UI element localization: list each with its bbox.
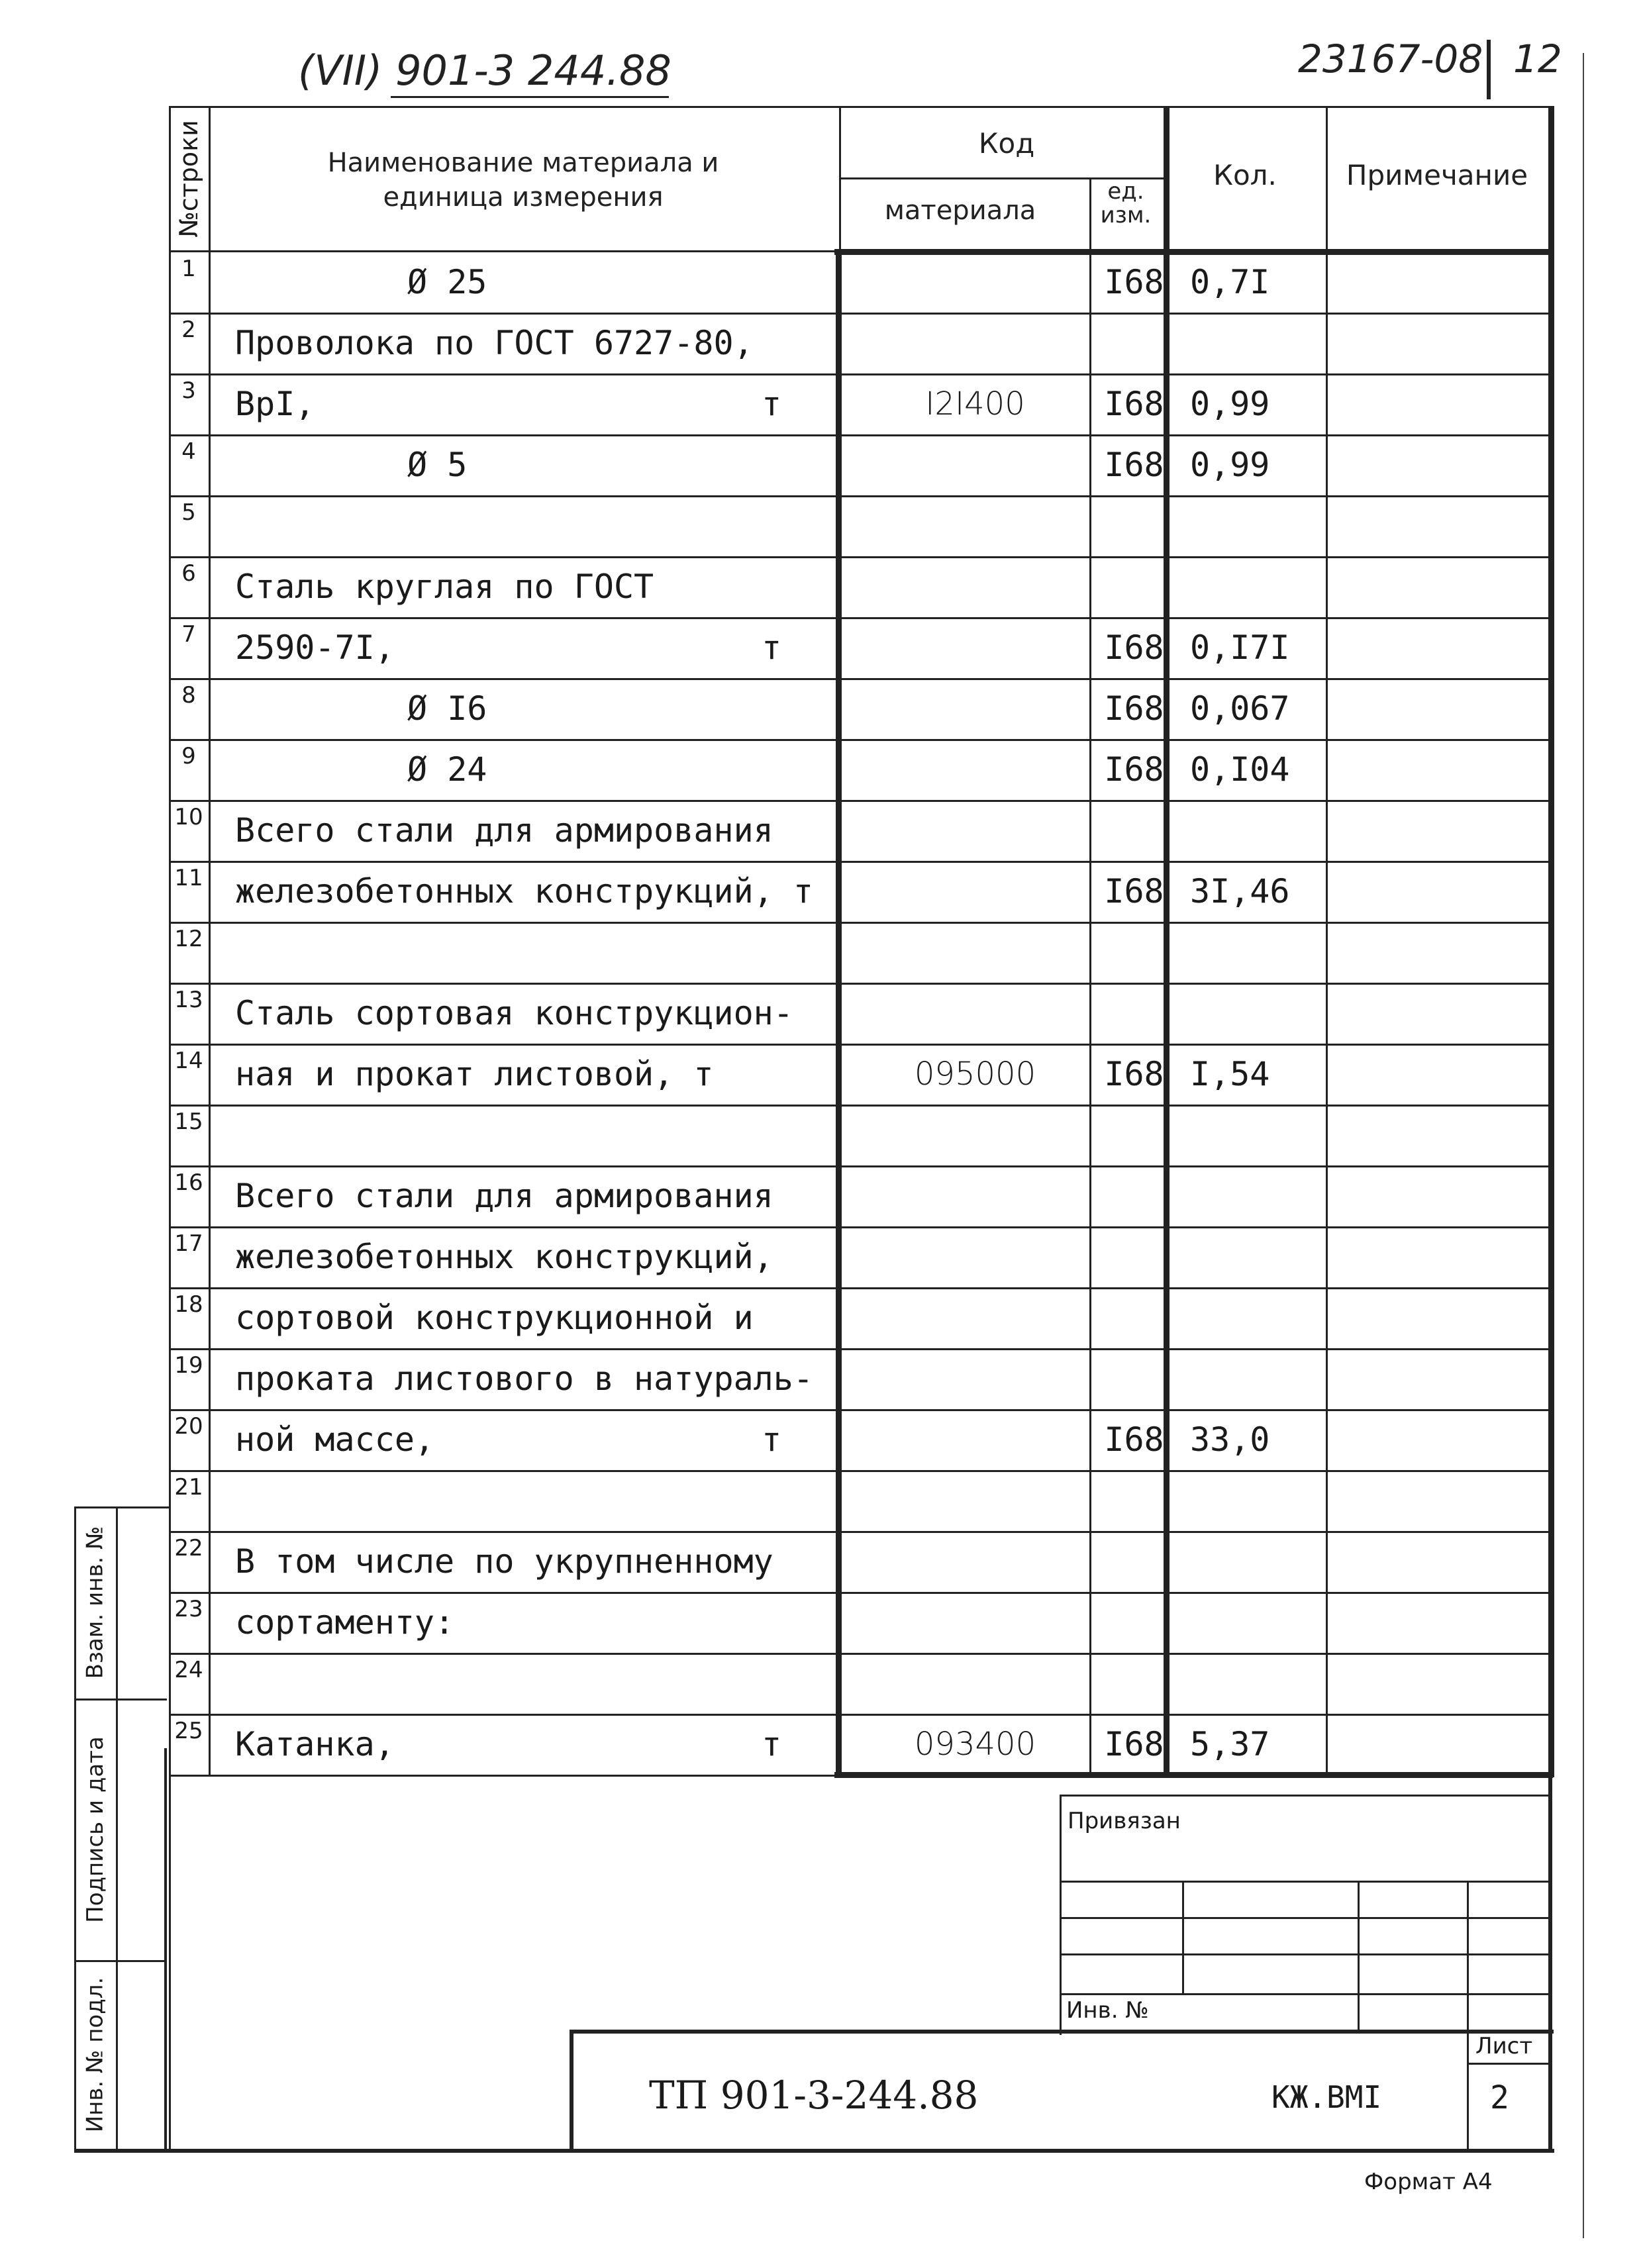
quantity xyxy=(1182,1226,1342,1287)
quantity: 0,99 xyxy=(1190,385,1270,423)
note xyxy=(1338,313,1550,373)
grid-line xyxy=(169,556,1553,558)
quantity xyxy=(1182,1470,1342,1531)
stamp-sheet-line xyxy=(1467,2063,1550,2065)
material-name: сортаменту: xyxy=(235,1603,455,1642)
note xyxy=(1338,1165,1550,1226)
unit-code: I68 xyxy=(1104,1055,1164,1093)
unit-code: I68 xyxy=(1104,750,1164,789)
material-name: ной массе, xyxy=(235,1420,435,1459)
row-number: 19 xyxy=(174,1352,203,1379)
quantity: 0,067 xyxy=(1190,689,1290,728)
note xyxy=(1338,556,1550,617)
grid-line xyxy=(839,106,841,252)
material-name: Ø 24 xyxy=(407,750,487,789)
grid-line xyxy=(169,983,1553,985)
grid-line xyxy=(169,1775,1553,1777)
quantity: 33,0 xyxy=(1190,1420,1270,1459)
quantity: I,54 xyxy=(1190,1055,1270,1093)
quantity: 0,7I xyxy=(1190,263,1270,301)
grid-line xyxy=(169,1714,1553,1716)
side-podpis: Подпись и дата xyxy=(81,1736,109,1923)
material-code xyxy=(858,1226,1093,1287)
material-name: Сталь круглая по ГОСТ xyxy=(235,567,654,606)
header-note: Примечание xyxy=(1346,159,1528,191)
quantity: 0,99 xyxy=(1190,446,1270,484)
row-number: 18 xyxy=(174,1291,203,1318)
header-name: Наименование материала и единица измерения xyxy=(327,148,719,213)
stamp-line-3 xyxy=(1060,1953,1550,1955)
quantity xyxy=(1182,1348,1342,1409)
row-number: 2 xyxy=(181,317,196,343)
row-number: 14 xyxy=(174,1048,203,1074)
grid-line xyxy=(1326,106,1328,1775)
material-name: железобетонных конструкций, т xyxy=(235,872,813,911)
series-number: (VII) 901-3 244.88 xyxy=(298,46,672,95)
quantity xyxy=(1182,495,1342,556)
quantity xyxy=(1182,1531,1342,1592)
grid-line xyxy=(169,739,1553,741)
stamp-col-3 xyxy=(1467,1881,1469,2033)
material-name xyxy=(235,922,940,983)
unit-suffix: т xyxy=(762,628,782,667)
grid-line xyxy=(169,1105,1553,1107)
material-name xyxy=(235,1470,940,1531)
quantity xyxy=(1182,313,1342,373)
note xyxy=(1338,495,1550,556)
grid-line xyxy=(169,617,1553,619)
header-unit: ед. изм. xyxy=(1100,178,1152,228)
grid-line xyxy=(169,1348,1553,1350)
material-code xyxy=(858,922,1093,983)
note xyxy=(1338,252,1550,313)
note xyxy=(1338,1409,1550,1470)
quantity xyxy=(1182,1287,1342,1348)
table-row xyxy=(169,313,1553,373)
grid-line xyxy=(169,1470,1553,1472)
grid-line xyxy=(841,177,1169,179)
frame-bottom xyxy=(74,2149,1554,2153)
row-number: 23 xyxy=(174,1596,203,1622)
grid-line xyxy=(1164,106,1170,1777)
material-code xyxy=(858,800,1093,861)
unit-code: I68 xyxy=(1104,385,1164,423)
table-row xyxy=(169,495,1553,556)
grid-line xyxy=(169,1653,1553,1655)
material-code xyxy=(858,1348,1093,1409)
stamp-inv-label: Инв. № xyxy=(1066,1997,1149,2024)
material-code xyxy=(858,1105,1093,1165)
grid-line xyxy=(169,495,1553,497)
row-number: 25 xyxy=(174,1718,203,1744)
material-code xyxy=(858,983,1093,1044)
row-number: 9 xyxy=(181,743,196,769)
unit-suffix: т xyxy=(762,1420,782,1459)
table-row xyxy=(169,739,1553,800)
quantity xyxy=(1182,1105,1342,1165)
table-row xyxy=(169,922,1553,983)
stamp-mark: КЖ.ВМI xyxy=(1271,2079,1382,2115)
grid-line xyxy=(169,106,171,2152)
row-number: 6 xyxy=(181,560,196,587)
quantity xyxy=(1182,1165,1342,1226)
material-name: Всего стали для армирования xyxy=(235,811,773,850)
material-code xyxy=(858,1470,1093,1531)
row-number: 24 xyxy=(174,1657,203,1683)
row-number: 5 xyxy=(181,499,196,526)
quantity xyxy=(1182,556,1342,617)
row-number: 11 xyxy=(174,865,203,891)
table-row xyxy=(169,678,1553,739)
header-qty: Кол. xyxy=(1213,159,1277,191)
unit-suffix: т xyxy=(762,385,782,423)
note xyxy=(1338,1714,1550,1775)
material-code xyxy=(858,861,1093,922)
material-name: Катанка, xyxy=(235,1725,395,1763)
note xyxy=(1338,1287,1550,1348)
material-name xyxy=(235,1105,940,1165)
material-name: железобетонных конструкций, xyxy=(235,1238,773,1276)
material-name xyxy=(235,1653,940,1714)
material-name: Ø I6 xyxy=(407,689,487,728)
unit-code: I68 xyxy=(1104,263,1164,301)
table-row xyxy=(169,1714,1553,1775)
stamp-sheet-label: Лист xyxy=(1475,2033,1533,2059)
row-number: 4 xyxy=(181,438,196,465)
material-name: проката листового в натураль- xyxy=(235,1359,813,1398)
row-number: 7 xyxy=(181,621,196,648)
table-row xyxy=(169,1044,1553,1105)
side-divider-v xyxy=(116,1506,118,2149)
table-row xyxy=(169,1653,1553,1714)
table-row xyxy=(169,983,1553,1044)
material-code xyxy=(858,739,1093,800)
grid-line xyxy=(169,800,1553,802)
row-number: 3 xyxy=(181,377,196,404)
row-number: 15 xyxy=(174,1109,203,1135)
material-code xyxy=(858,1653,1093,1714)
header-row-no: №строки xyxy=(174,120,204,238)
material-name: сортовой конструкционной и xyxy=(235,1299,754,1337)
row-number: 1 xyxy=(181,256,196,282)
unit-code: I68 xyxy=(1104,628,1164,667)
stamp-col-1 xyxy=(1182,1881,1184,1993)
material-code: 095000 xyxy=(914,1056,1036,1093)
unit-suffix: т xyxy=(762,1725,782,1763)
grid-line xyxy=(169,1165,1553,1167)
table-row xyxy=(169,1531,1553,1592)
grid-line xyxy=(209,106,211,1775)
quantity xyxy=(1182,1592,1342,1653)
grid-line xyxy=(169,678,1553,680)
quantity: 0,I7I xyxy=(1190,628,1290,667)
grid-line xyxy=(169,373,1553,375)
row-number: 21 xyxy=(174,1474,203,1501)
doc-number: 23167-08 xyxy=(1298,36,1483,81)
row-number: 13 xyxy=(174,987,203,1013)
stamp-privyazan-label: Привязан xyxy=(1068,1808,1181,1834)
table-row xyxy=(169,1105,1553,1165)
note xyxy=(1338,1348,1550,1409)
stamp-line-1 xyxy=(1060,1881,1550,1883)
table-row xyxy=(169,1592,1553,1653)
grid-line xyxy=(1548,106,1554,1777)
table-row xyxy=(169,252,1553,313)
quantity: 5,37 xyxy=(1190,1725,1270,1763)
material-name: ВрI, xyxy=(235,385,315,423)
material-code xyxy=(858,556,1093,617)
note xyxy=(1338,1226,1550,1287)
note xyxy=(1338,1044,1550,1105)
note xyxy=(1338,800,1550,861)
page-number: 12 xyxy=(1513,36,1562,81)
material-code xyxy=(858,313,1093,373)
note xyxy=(1338,1653,1550,1714)
material-code xyxy=(858,1165,1093,1226)
material-name xyxy=(235,495,940,556)
side-vzam: Взам. инв. № xyxy=(81,1526,109,1679)
side-inv-podl: Инв. № подл. xyxy=(81,1977,109,2132)
note xyxy=(1338,1470,1550,1531)
note xyxy=(1338,922,1550,983)
page-divider xyxy=(1487,40,1491,99)
grid-line xyxy=(1089,177,1091,1775)
note xyxy=(1338,373,1550,434)
material-code xyxy=(858,252,1093,313)
note xyxy=(1338,739,1550,800)
row-number: 8 xyxy=(181,682,196,709)
table-row xyxy=(169,1348,1553,1409)
note xyxy=(1338,617,1550,678)
quantity xyxy=(1182,1653,1342,1714)
unit-code: I68 xyxy=(1104,446,1164,484)
grid-line xyxy=(169,1226,1553,1228)
frame-right-lower xyxy=(1548,1748,1552,2152)
grid-line xyxy=(169,1531,1553,1533)
grid-line xyxy=(169,861,1553,863)
table-row xyxy=(169,1165,1553,1226)
series-underline xyxy=(391,96,669,98)
material-code xyxy=(858,678,1093,739)
row-number: 20 xyxy=(174,1413,203,1440)
table-row xyxy=(169,373,1553,434)
material-code xyxy=(858,1409,1093,1470)
table-row xyxy=(169,800,1553,861)
grid-line xyxy=(169,922,1553,924)
table-row xyxy=(169,861,1553,922)
table-row xyxy=(169,1226,1553,1287)
material-code xyxy=(858,1287,1093,1348)
grid-line xyxy=(169,1287,1553,1289)
material-code xyxy=(858,1531,1093,1592)
unit-code: I68 xyxy=(1104,689,1164,728)
material-name: Всего стали для армирования xyxy=(235,1177,773,1215)
row-number: 12 xyxy=(174,926,203,952)
material-code xyxy=(858,1592,1093,1653)
material-name: Сталь сортовая конструкцион- xyxy=(235,994,793,1032)
table-row xyxy=(169,617,1553,678)
unit-code: I68 xyxy=(1104,872,1164,911)
stamp-line-4 xyxy=(1060,1993,1550,1995)
table-row xyxy=(169,434,1553,495)
stamp-doc-code: ТП 901-3-244.88 xyxy=(649,2073,979,2118)
row-number: 10 xyxy=(174,804,203,830)
table-row xyxy=(169,1287,1553,1348)
note xyxy=(1338,983,1550,1044)
grid-line xyxy=(169,1592,1553,1594)
stamp-sheet-col xyxy=(1467,2030,1469,2149)
material-code xyxy=(858,617,1093,678)
note xyxy=(1338,678,1550,739)
table-row xyxy=(169,1470,1553,1531)
note xyxy=(1338,1105,1550,1165)
quantity xyxy=(1182,922,1342,983)
header-code: Код xyxy=(978,127,1035,160)
material-code: 093400 xyxy=(914,1726,1036,1763)
material-name: Проволока по ГОСТ 6727-80, xyxy=(235,324,754,362)
right-edge-line xyxy=(1583,53,1584,2238)
quantity: 3I,46 xyxy=(1190,872,1290,911)
grid-line xyxy=(169,106,1553,108)
row-number: 22 xyxy=(174,1535,203,1561)
unit-code: I68 xyxy=(1104,1420,1164,1459)
material-code: I2I400 xyxy=(925,385,1025,422)
note xyxy=(1338,1592,1550,1653)
table-row xyxy=(169,1409,1553,1470)
format-label: Формат А4 xyxy=(1364,2169,1493,2195)
quantity: 0,I04 xyxy=(1190,750,1290,789)
note xyxy=(1338,861,1550,922)
stamp-col-2 xyxy=(1358,1881,1360,2033)
stamp-sheet-number: 2 xyxy=(1490,2079,1509,2116)
stamp-line-2 xyxy=(1060,1917,1550,1919)
quantity xyxy=(1182,800,1342,861)
grid-line xyxy=(169,250,838,252)
material-name: 2590-7I, xyxy=(235,628,395,667)
quantity xyxy=(1182,983,1342,1044)
unit-code: I68 xyxy=(1104,1725,1164,1763)
material-code xyxy=(858,434,1093,495)
grid-line xyxy=(834,249,1553,255)
material-name: ная и прокат листовой, т xyxy=(235,1055,714,1093)
material-name: Ø 25 xyxy=(407,263,487,301)
row-number: 16 xyxy=(174,1169,203,1196)
grid-line xyxy=(169,434,1553,436)
material-code xyxy=(858,495,1093,556)
material-name: В том числе по укрупненному xyxy=(235,1542,773,1581)
note xyxy=(1338,434,1550,495)
grid-line xyxy=(169,1409,1553,1411)
grid-line xyxy=(169,1044,1553,1046)
grid-line xyxy=(169,313,1553,315)
note xyxy=(1338,1531,1550,1592)
table-row xyxy=(169,556,1553,617)
frame-left-lower xyxy=(164,1748,167,2152)
grid-line xyxy=(836,249,842,1777)
material-name: Ø 5 xyxy=(407,446,468,484)
row-number: 17 xyxy=(174,1230,203,1257)
header-material: материала xyxy=(884,195,1036,226)
